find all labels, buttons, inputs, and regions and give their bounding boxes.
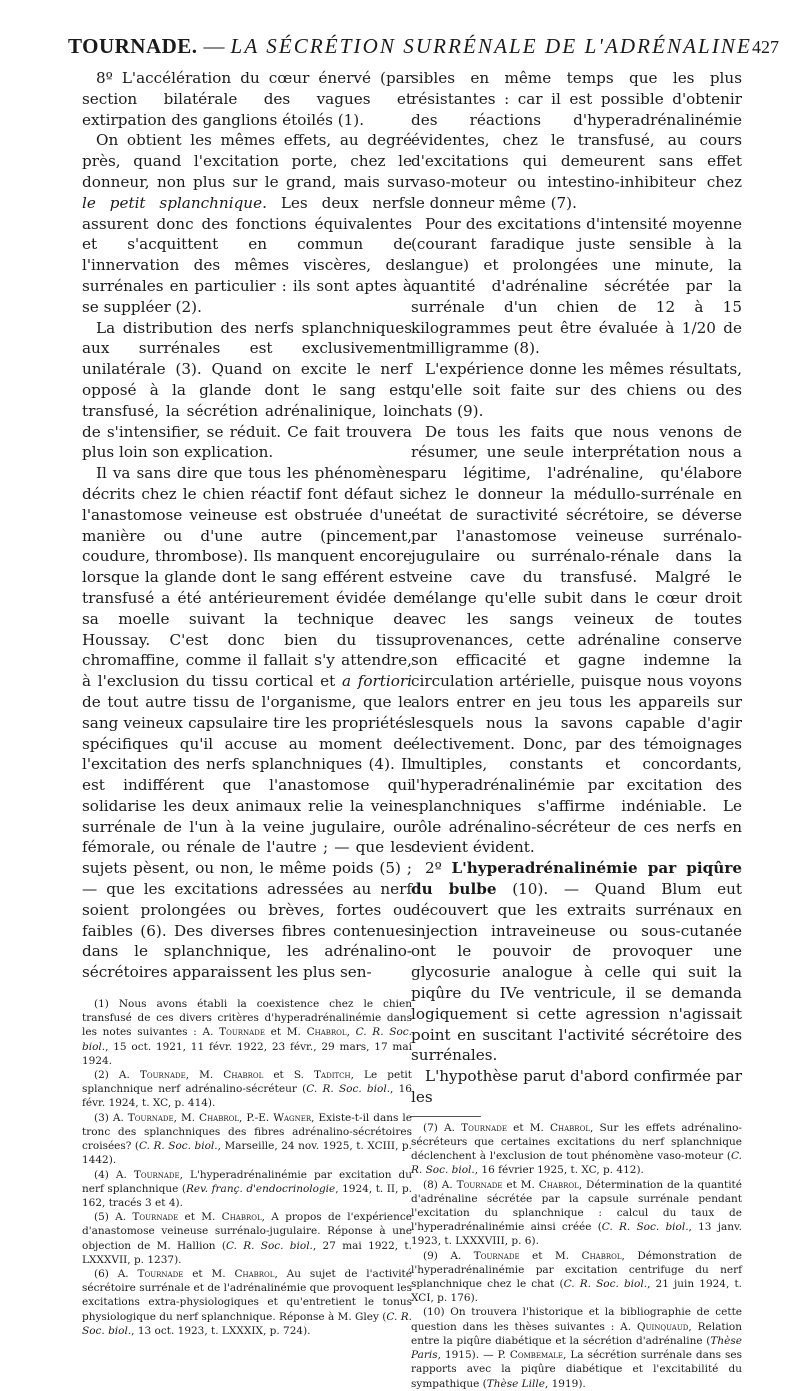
footnote: (2) A. Tournade, M. Chabrol et S. Taditch, Le petit splanchnique nerf adrénalino-sécréteur (C. R. Soc. biol., 16 févr. 1924, t. XC, p. 414). xyxy=(82,1069,412,1110)
footnote: (8) A. Tournade et M. Chabrol, Détermination de la quantité d'adrénaline sécrétée par la capsule surrénale pendant l'excitation du splanchnique : calcul du taux de l'hyperadrénalinémie ainsi créée (C. R. Soc. biol., 13 janv. 1923, t. LXXXVIII, p. 6). xyxy=(411,1178,742,1248)
body-paragraph: 8º L'accélération du cœur énervé (par section bilatérale des vagues et extirpation des ganglions étoilés (1). xyxy=(82,69,412,129)
header-author: TOURNADE. xyxy=(68,34,198,58)
footnote: (7) A. Tournade et M. Chabrol, Sur les effets adrénalino-sécréteurs que certaines excitations du nerf splanchnique déclenchent à l'exclusion de tout phénomène vaso-moteur (C. R. Soc. biol., 16 février 1925, t. XC, p. 412). xyxy=(411,1121,742,1177)
body-paragraph: De tous les faits que nous venons de résumer, une seule interprétation nous a paru légitime, l'adrénaline, qu'élabore chez le donneur la médullo-surrénale en état de suractivité sécrétoire, se déverse par l'anastomose veineuse surrénalo-jugulaire ou surrénalo-rénale dans la veine cave du transfusé. Malgré le mélange qu'elle subit dans le cœur droit avec les sangs veineux de toutes provenances, cette adrénaline conserve son efficacité et gagne indemne la circulation artérielle, puisque nous voyons alors entrer en jeu tous les appareils sur lesquels nous la savons capable d'agir électivement. Donc, par des témoignages multiples, constants et concordants, l'hyperadrénalinémie par excitation des splanchniques s'affirme indéniable. Le rôle adrénalino-sécréteur de ces nerfs en devient évident. xyxy=(411,422,742,857)
footnote: (1) Nous avons établi la coexistence chez le chien transfusé de ces divers critères d'hyperadrénalinémie dans les notes suivantes : A. Tournade et M. Chabrol, C. R. Soc. biol., 15 oct. 1921, 11 févr. 1922, 23 févr., 29 mars, 17 mai 1924. xyxy=(82,998,412,1067)
footnote: (6) A. Tournade et M. Chabrol, Au sujet de l'activité sécrétoire surrénale et de l'adrénalinémie que provoquent les excitations extra-physiologiques et qu'entretient le tonus physiologique du nerf splanchnique. Réponse à M. Gley (C. R. Soc. biol., 13 oct. 1923, t. LXXXIX, p. 724). xyxy=(82,1267,412,1337)
footnote-rule xyxy=(411,1116,481,1117)
body-paragraph: La distribution des nerfs splanchniques aux surrénales est exclusivement unilatérale (3). Quand on excite le nerf opposé à la glande dont le sang est transfusé, la sécrétion adrénalinique, loin de s'intensifier, se réduit. Ce fait trouvera plus loin son explication. xyxy=(82,318,412,462)
footnotes-left xyxy=(82,997,412,1338)
footnote: (4) A. Tournade, L'hyperadrénalinémie par excitation du nerf splanchnique (Rev. franç. d'endocrinologie, 1924, t. II, p. 162, tracés 3 et 4). xyxy=(82,1168,412,1209)
right-column xyxy=(411,68,742,1391)
page-number: 427 xyxy=(751,37,779,57)
body-paragraph: L'hypothèse parut d'abord confirmée par les xyxy=(411,1067,742,1107)
footnotes-right xyxy=(411,1121,742,1391)
left-column xyxy=(82,68,412,1338)
header-dash: — xyxy=(203,34,225,58)
body-paragraph: Il va sans dire que tous les phénomènes décrits chez le chien réactif font défaut si l'anastomose veineuse est obstruée d'une manière ou d'une autre (pincement, coudure, thrombose). Ils manquent encore lorsque la glande dont le sang efférent est transfusé a été antérieurement évidée de sa moelle suivant la technique de Houssay. C'est donc bien du tissu chromaffine, comme il fallait s'y attendre, à l'exclusion du tissu cortical et a fortiori de tout autre tissu de l'organisme, que le sang veineux capsulaire tire les propriétés spécifiques qu'il accuse au moment de l'excitation des nerfs splanchniques (4). Il est indifférent que l'anastomose qui solidarise les deux animaux relie la veine surrénale de l'un à la veine jugulaire, ou fémorale, ou rénale de l'autre ; — que les sujets pèsent, ou non, le même poids (5) ; — que les excitations adressées au nerf soient prolongées ou brèves, fortes ou faibles (6). Des diverses fibres contenues dans le splanchnique, les adrénalino-sécrétoires apparaissent les plus sen- xyxy=(82,464,412,982)
header-title: LA SÉCRÉTION SURRÉNALE DE L'ADRÉNALINE xyxy=(230,34,752,58)
footnote: (9) A. Tournade et M. Chabrol, Démonstration de l'hyperadrénalinémie par excitation centrifuge du nerf splanchnique chez le chat (C. R. Soc. biol., 21 juin 1924, t. XCI, p. 176). xyxy=(411,1249,742,1305)
body-paragraph: Pour des excitations d'intensité moyenne (courant faradique juste sensible à la langue) et prolongées une minute, la quantité d'adrénaline sécrétée par la surrénale d'un chien de 12 à 15 kilogrammes peut être évaluée à 1/20 de milligramme (8). xyxy=(411,214,742,358)
footnote: (10) On trouvera l'historique et la bibliographie de cette question dans les thèses suivantes : A. Quinquaud, Relation entre la piqûre diabétique et la sécrétion d'adrénaline (Thèse Paris, 1915). — P. Combemale, La sécrétion surrénale dans ses rapports avec la piqûre diabétique et l'excitabilité du sympathique (Thèse Lille, 1919). xyxy=(411,1306,742,1390)
running-header xyxy=(68,34,779,59)
footnote: (5) A. Tournade et M. Chabrol, A propos de l'expérience d'anastomose veineuse surrénalo-jugulaire. Réponse à une objection de M. Hallion (C. R. Soc. biol., 27 mai 1922, t. LXXXVII, p. 1237). xyxy=(82,1211,412,1266)
italic-term: le petit splanchnique. xyxy=(82,193,267,212)
footnote: (3) A. Tournade, M. Chabrol, P.-E. Wagner, Existe-t-il dans le tronc des splanchniques des fibres adrénalino-sécrétoires croisées? (C. R. Soc. biol., Marseille, 24 nov. 1925, t. XCIII, p. 1442). xyxy=(82,1111,412,1167)
body-paragraph: sibles en même temps que les plus résistantes : car il est possible d'obtenir des réactions d'hyperadrénalinémie évidentes, chez le transfusé, au cours d'excitations qui demeurent sans effet vaso-moteur ou intestino-inhibiteur chez le donneur même (7). xyxy=(411,69,742,212)
body-paragraph: On obtient les mêmes effets, au degré près, quand l'excitation porte, chez le donneur, non plus sur le grand, mais sur le petit splanchnique. Les deux nerfs assurent donc des fonctions équivalentes et s'acquittent en commun de l'innervation des mêmes viscères, des surrénales en particulier : ils sont aptes à se suppléer (2). xyxy=(82,131,413,316)
italic-term: a fortiori xyxy=(341,672,412,691)
body-paragraph: 2º L'hyperadrénalinémie par piqûre du bulbe (10). — Quand Blum eut découvert que les extraits surrénaux en injection intraveineuse ou sous-cutanée ont le pouvoir de provoquer une glycosurie analogue à celle qui suit la piqûre du IVe ventricule, il se demanda logiquement si cette agression n'agissait point en suscitant l'activité sécrétoire des surrénales. xyxy=(411,859,743,1065)
section-heading: L'hyperadrénalinémie par piqûre du bulbe xyxy=(411,859,743,899)
body-paragraph: L'expérience donne les mêmes résultats, qu'elle soit faite sur des chiens ou des chats (9). xyxy=(411,360,742,420)
